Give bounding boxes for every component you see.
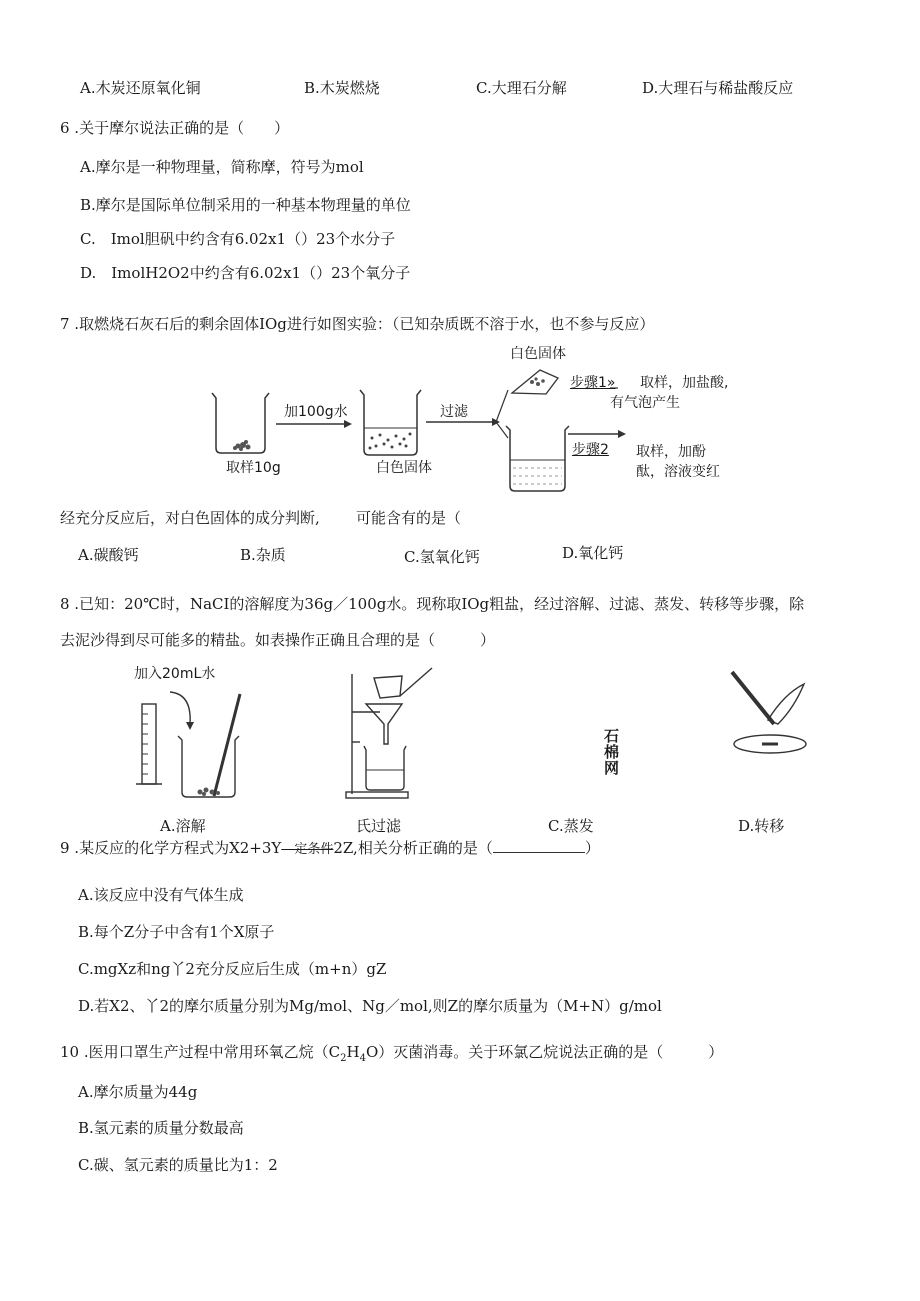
q9-stem-c: ）: [584, 839, 600, 857]
q7-option-a: A.碳酸钙: [78, 546, 139, 564]
beaker-dissolve: [178, 736, 239, 797]
beaker-2: [360, 390, 421, 455]
q6-option-d: D. ImolH2O2中约含有6.02x1（）23个氧分子: [80, 264, 411, 282]
q5-option-c: C.大理石分解: [476, 79, 567, 97]
q10-stem-h: H: [346, 1043, 360, 1061]
q9-option-b: B.每个Z分子中含有1个X原子: [78, 923, 275, 941]
cylinder-ticks: [142, 714, 148, 774]
q9-option-c: C.mgXz和ng丫2充分反应后生成（m+n）gZ: [78, 960, 387, 978]
q8-asbestos-label: 石棉网: [604, 727, 620, 777]
sample-solid: [233, 440, 251, 451]
q10-stem: [60, 1042, 723, 1069]
q9-condition: —定条件: [281, 842, 334, 857]
q10-option-c: C.碳、氢元素的质量比为1：2: [78, 1156, 278, 1174]
q6-option-b: B.摩尔是国际单位制采用的一种基本物理量的单位: [80, 196, 411, 214]
q8-figure-dissolve: [130, 684, 250, 804]
pouring-beaker: [374, 668, 432, 698]
receiving-beaker: [364, 746, 406, 790]
q5-option-d: D.大理石与稀盐酸反应: [642, 79, 794, 97]
q5-option-a: A.木炭还原氧化铜: [80, 79, 201, 97]
q7-step1-text-b: 有气泡产生: [610, 395, 680, 411]
funnel: [366, 704, 402, 744]
q7-question-a: 经充分反应后，对白色固体的成分判断,: [60, 509, 320, 527]
q10-option-b: B.氢元素的质量分数最高: [78, 1119, 244, 1137]
graduated-cylinder: [136, 704, 162, 784]
q8-figure-transfer: [724, 664, 820, 774]
filtrate-lines: [513, 468, 562, 484]
q7-step2-text-b: 酞，溶液变红: [636, 464, 720, 480]
q10-sub-c: 2: [340, 1053, 347, 1064]
branch-down: [496, 422, 508, 438]
q7-white-solid-label-top: 白色固体: [510, 346, 566, 362]
q7-add-water-label: 加100g水: [284, 404, 348, 420]
white-solid-on-paper: [530, 377, 545, 386]
step2-arrow-head: [618, 430, 626, 438]
q8-add-water-label: 加入20mL水: [134, 666, 216, 682]
evaporating-dish-tilted: [768, 684, 804, 724]
q5-option-b: B.木炭燃烧: [304, 79, 380, 97]
q9-option-a: A.该反应中没有气体生成: [78, 886, 244, 904]
ring-stand: [346, 674, 408, 798]
q7-white-solid-label-bottom: 白色固体: [376, 460, 432, 476]
q7-stem: 7 .取燃烧石灰石后的剩余固体IOg进行如图实验：（已知杂质既不溶于水，也不参与反应）: [60, 315, 655, 333]
glass-rod-transfer: [732, 672, 774, 724]
q7-step1-text-a: 取样，加盐酸,: [640, 375, 729, 391]
q9-stem: [60, 838, 600, 860]
q8-option-a: A.溶解: [160, 817, 206, 835]
q9-option-d: D.若X2、丫2的摩尔质量分别为Mg/mol、Ng／mol,则Z的摩尔质量为（M+N）g/mol: [78, 997, 662, 1015]
white-solid-dots-1: [369, 433, 412, 450]
pour-arrow-head: [186, 722, 194, 730]
q7-filter-label: 过滤: [440, 404, 468, 420]
q7-question-b: 可能含有的是（: [356, 509, 462, 527]
q6-stem: 6 .关于摩尔说法正确的是（ ）: [60, 119, 290, 137]
q8-option-c: C.蒸发: [548, 817, 594, 835]
q6-option-a: A.摩尔是一种物理量，简称摩，符号为mol: [80, 158, 364, 176]
q6-option-c: C. Imol胆矾中约含有6.02x1（）23个水分子: [80, 230, 396, 248]
q7-option-d: D.氧化钙: [562, 544, 624, 562]
glass-rod: [214, 694, 240, 796]
q7-sample-label: 取样10g: [226, 460, 281, 476]
q8-stem-line2: 去泥沙得到尽可能多的精盐。如表操作正确且合理的是（ ）: [60, 631, 496, 649]
branch-up: [496, 390, 508, 422]
q7-option-c: C.氢氧化钙: [404, 548, 480, 566]
pour-arrow: [170, 692, 190, 724]
q7-option-b: B.杂质: [240, 546, 286, 564]
filter-paper: [512, 370, 558, 394]
beaker-3: [506, 426, 569, 491]
q7-step2-text-a: 取样，加酚: [636, 444, 706, 460]
q8-figure-filter: [344, 664, 444, 804]
q7-step1-label: 步骤1»: [570, 375, 616, 391]
q10-stem-a: 10 .医用口罩生产过程中常用环氧乙烷（C: [60, 1043, 341, 1061]
q10-option-a: A.摩尔质量为44g: [78, 1083, 198, 1101]
q8-stem-line1: 8 .已知：20℃时，NaCI的溶解度为36g／100g水。现称取IOg粗盐，经过溶解、过滤、蒸发、转移等步骤，除: [60, 595, 805, 613]
q9-stem-a: 9 .某反应的化学方程式为X2+3Y: [60, 839, 282, 857]
q7-step2-label: 步骤2: [572, 442, 609, 458]
q10-stem-b: O）灭菌消毒。关于环氯乙烷说法正确的是（ ）: [365, 1043, 724, 1061]
q8-option-d: D.转移: [738, 817, 785, 835]
q10-sub-h: 4: [359, 1053, 366, 1064]
q9-answer-blank: [493, 838, 585, 853]
q9-stem-b: 2Z,相关分析正确的是（: [333, 839, 493, 857]
q8-option-b: 氏过滤: [356, 817, 402, 835]
